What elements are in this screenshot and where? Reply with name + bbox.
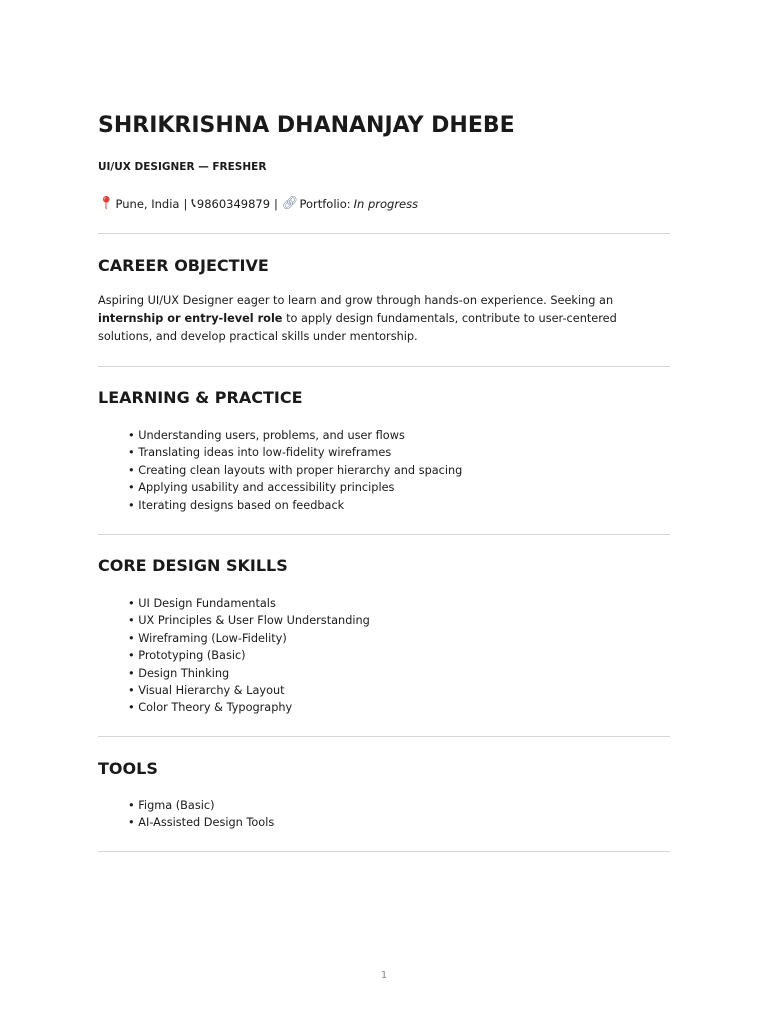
portfolio-value: In progress <box>353 196 419 211</box>
portfolio-label: Portfolio: <box>299 196 351 211</box>
contact-line <box>98 196 418 211</box>
list-item: • AI-Assisted Design Tools <box>128 816 275 830</box>
tools-title: TOOLS <box>98 759 158 778</box>
candidate-name: SHRIKRISHNA DHANANJAY DHEBE <box>98 113 515 138</box>
section-divider <box>98 851 670 852</box>
list-item: • Translating ideas into low-fidelity wireframes <box>128 446 392 460</box>
candidate-role: UI/UX DESIGNER — FRESHER <box>98 161 267 173</box>
list-item: • Design Thinking <box>128 666 230 680</box>
location-text: Pune, India <box>115 196 180 211</box>
learning-title: LEARNING & PRACTICE <box>98 388 303 407</box>
list-item: • Applying usability and accessibility principles <box>128 481 395 495</box>
list-item: • Visual Hierarchy & Layout <box>128 684 285 698</box>
objective-emphasis: internship or entry-level role <box>98 312 283 325</box>
objective-title: CAREER OBJECTIVE <box>98 256 269 275</box>
list-item: • Wireframing (Low-Fidelity) <box>128 631 287 645</box>
list-item: • UI Design Fundamentals <box>128 597 276 610</box>
list-item: • Figma (Basic) <box>128 799 215 812</box>
separator: | <box>274 196 278 211</box>
tools-list <box>128 797 274 832</box>
phone-icon: 📞︎ <box>191 196 196 211</box>
pin-icon: 📍︎ <box>98 196 115 211</box>
list-item: • Prototyping (Basic) <box>128 649 246 663</box>
section-divider <box>98 366 670 367</box>
page-number: 1 <box>380 970 388 981</box>
objective-text-part: to apply design fundamentals, contribute to user-centered solutions, and develop practical skills under mentorship. <box>98 312 617 343</box>
list-item: • Iterating designs based on feedback <box>128 498 345 512</box>
objective-text-part: Aspiring UI/UX Designer eager to learn and grow through hands-on experience. Seeking an <box>98 294 614 307</box>
learning-list <box>128 427 462 514</box>
section-divider <box>98 736 670 737</box>
phone-number: 9860349879 <box>196 196 271 211</box>
separator: | <box>183 196 188 211</box>
list-item: • Understanding users, problems, and user flows <box>128 429 405 442</box>
link-icon: 🔗︎ <box>281 196 299 211</box>
skills-title: CORE DESIGN SKILLS <box>98 556 288 575</box>
list-item: • Color Theory & Typography <box>128 701 293 715</box>
section-divider <box>98 534 670 535</box>
section-divider <box>98 233 670 234</box>
skills-list <box>128 595 370 717</box>
list-item: • Creating clean layouts with proper hierarchy and spacing <box>128 463 463 477</box>
objective-text <box>98 292 670 346</box>
list-item: • UX Principles & User Flow Understanding <box>128 614 370 628</box>
